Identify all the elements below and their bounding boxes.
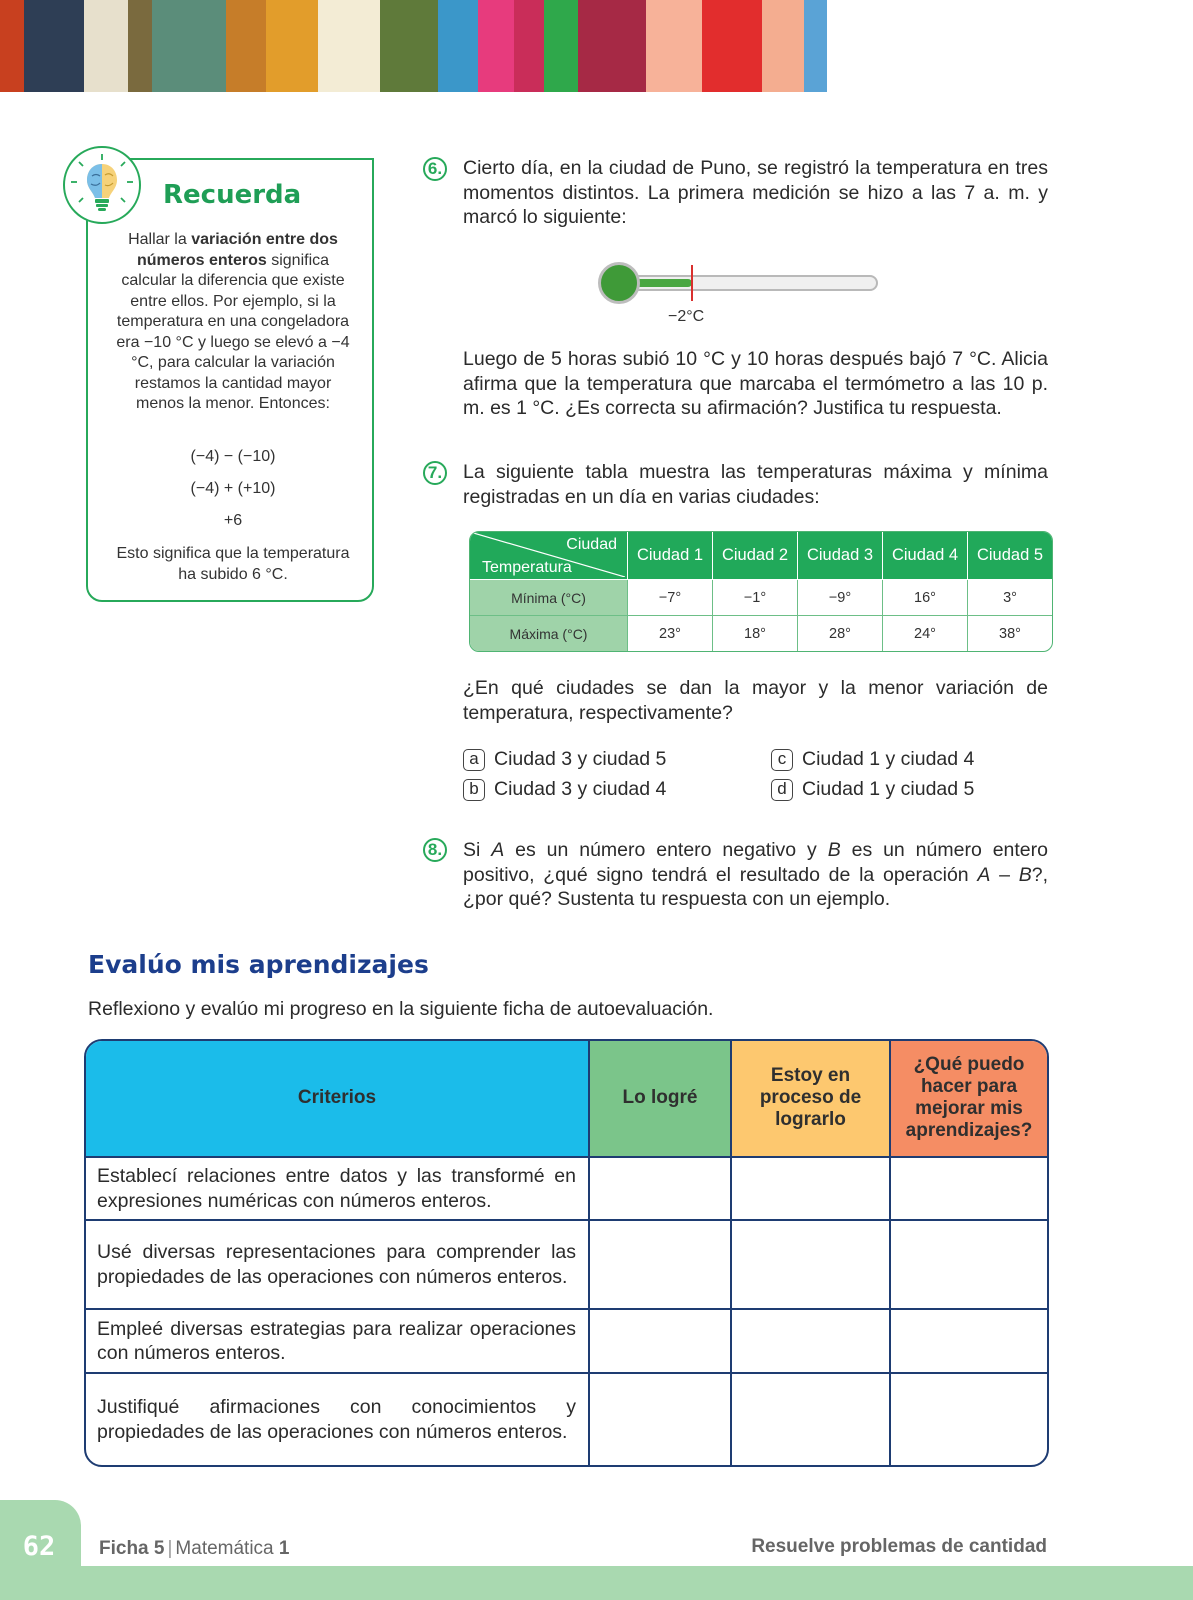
thermometer-marker bbox=[691, 265, 693, 301]
band-stripe bbox=[128, 0, 152, 92]
option-text: Ciudad 3 y ciudad 4 bbox=[494, 778, 667, 800]
improve-cell[interactable] bbox=[891, 1310, 1047, 1374]
option-a[interactable] bbox=[463, 748, 666, 771]
band-stripe bbox=[646, 0, 702, 92]
header-lo-logre: Lo logré bbox=[590, 1041, 732, 1158]
question-7-question: ¿En qué ciudades se dan la mayor y la menor variación de temperatura, respectivamente? bbox=[463, 677, 1048, 724]
recuerda-conclusion: Esto significa que la temperatura ha subido 6 °C. bbox=[116, 545, 350, 583]
band-stripe bbox=[478, 0, 514, 92]
question-6-number: 6. bbox=[423, 157, 447, 181]
band-stripe bbox=[514, 0, 544, 92]
table-col-header: Ciudad 5 bbox=[968, 532, 1052, 580]
option-text: Ciudad 3 y ciudad 5 bbox=[494, 748, 667, 770]
option-letter: d bbox=[771, 779, 793, 801]
self-assessment-table bbox=[84, 1039, 1049, 1467]
thermometer-bulb bbox=[598, 262, 640, 304]
table-cell: −9° bbox=[798, 580, 883, 616]
table-cell: −7° bbox=[628, 580, 713, 616]
table-col-header: Ciudad 4 bbox=[883, 532, 968, 580]
table-col-header: Ciudad 1 bbox=[628, 532, 713, 580]
check-cell-logre[interactable] bbox=[590, 1158, 732, 1221]
table-row bbox=[86, 1221, 1047, 1310]
recuerda-text: Hallar la variación entre dos números enteros significa calcular la diferencia que existe entre ellos. Por ejemplo, si la temperatura en una congeladora era −10 °C y luego se elevó a −4 °C, para calcular la variación restamos la cantidad mayor menos la menor. Entonces: bbox=[116, 231, 350, 412]
recuerda-math-step-3: +6 bbox=[223, 512, 243, 529]
table-col-header: Ciudad 2 bbox=[713, 532, 798, 580]
criterion-text: Usé diversas representaciones para comprender las propiedades de las operaciones con números enteros. bbox=[86, 1221, 590, 1310]
check-cell-proceso[interactable] bbox=[732, 1158, 891, 1221]
band-stripe bbox=[226, 0, 266, 92]
question-8-number: 8. bbox=[423, 838, 447, 862]
band-stripe bbox=[266, 0, 318, 92]
footer-bar bbox=[0, 1566, 1193, 1600]
recuerda-math-step-1: (−4) − (−10) bbox=[190, 448, 276, 465]
band-stripe bbox=[702, 0, 762, 92]
footer-competency: Resuelve problemas de cantidad bbox=[751, 1536, 1047, 1557]
recuerda-title: Recuerda bbox=[163, 180, 302, 210]
option-c[interactable] bbox=[771, 748, 974, 771]
thermometer-label: −2°C bbox=[668, 308, 705, 325]
table-row-label: Máxima (°C) bbox=[470, 616, 628, 651]
option-text: Ciudad 1 y ciudad 5 bbox=[802, 778, 975, 800]
table-row bbox=[470, 580, 1052, 616]
question-6-followup: Luego de 5 horas subió 10 °C y 10 horas después bajó 7 °C. Alicia afirma que la temperatura que marcaba el termómetro a las 10 p. m. es 1 °C. ¿Es correcta su afirmación? Justifica tu respuesta. bbox=[463, 348, 1048, 419]
header-criterios: Criterios bbox=[86, 1041, 590, 1158]
band-stripe bbox=[84, 0, 128, 92]
criterion-text: Justifiqué afirmaciones con conocimientos y propiedades de las operaciones con números enteros. bbox=[86, 1374, 590, 1465]
check-cell-logre[interactable] bbox=[590, 1310, 732, 1374]
table-col-header: Ciudad 3 bbox=[798, 532, 883, 580]
header-textile-band bbox=[0, 0, 1193, 92]
table-row-label: Mínima (°C) bbox=[470, 580, 628, 616]
question-6-text: Cierto día, en la ciudad de Puno, se registró la temperatura en tres momentos distintos. La primera medición se hizo a las 7 a. m. y marcó lo siguiente: bbox=[463, 157, 1048, 228]
band-stripe bbox=[544, 0, 578, 92]
band-stripe bbox=[0, 0, 24, 92]
check-cell-logre[interactable] bbox=[590, 1221, 732, 1310]
table-cell: 23° bbox=[628, 616, 713, 651]
footer-ficha: Ficha 5 | Matemática 1 bbox=[99, 1538, 290, 1559]
improve-cell[interactable] bbox=[891, 1374, 1047, 1465]
table-cell: 16° bbox=[883, 580, 968, 616]
option-b[interactable] bbox=[463, 778, 666, 801]
table-cell: 3° bbox=[968, 580, 1052, 616]
band-stripe bbox=[24, 0, 84, 92]
table-cell: 18° bbox=[713, 616, 798, 651]
evaluo-subtitle: Reflexiono y evalúo mi progreso en la siguiente ficha de autoevaluación. bbox=[88, 998, 714, 1020]
band-stripe bbox=[578, 0, 646, 92]
table-row bbox=[86, 1158, 1047, 1221]
option-letter: b bbox=[463, 779, 485, 801]
page-number: 62 bbox=[22, 1531, 56, 1562]
check-cell-proceso[interactable] bbox=[732, 1310, 891, 1374]
table-cell: −1° bbox=[713, 580, 798, 616]
table-row bbox=[86, 1374, 1047, 1465]
table-cell: 24° bbox=[883, 616, 968, 651]
check-cell-logre[interactable] bbox=[590, 1374, 732, 1465]
table-row bbox=[86, 1310, 1047, 1374]
question-8-text: Si A es un número entero negativo y B es un número entero positivo, ¿qué signo tendrá el resultado de la operación A – B?, ¿por qué? Sustenta tu respuesta con un ejemplo. bbox=[463, 839, 1048, 910]
band-stripe bbox=[380, 0, 438, 92]
table-corner-temperatura: Temperatura bbox=[482, 559, 572, 576]
band-stripe bbox=[152, 0, 226, 92]
check-cell-proceso[interactable] bbox=[732, 1221, 891, 1310]
evaluo-title: Evalúo mis aprendizajes bbox=[88, 950, 429, 979]
header-mejorar: ¿Qué puedo hacer para mejorar mis aprendizajes? bbox=[891, 1041, 1047, 1158]
header-en-proceso: Estoy en proceso de lograrlo bbox=[732, 1041, 891, 1158]
criterion-text: Establecí relaciones entre datos y las transformé en expresiones numéricas con números enteros. bbox=[86, 1158, 590, 1221]
band-stripe bbox=[804, 0, 827, 92]
option-d[interactable] bbox=[771, 778, 974, 801]
lightbulb-brain-icon bbox=[63, 146, 141, 224]
improve-cell[interactable] bbox=[891, 1158, 1047, 1221]
band-stripe bbox=[762, 0, 804, 92]
table-row bbox=[470, 616, 1052, 651]
option-letter: a bbox=[463, 749, 485, 771]
question-7-number: 7. bbox=[423, 461, 447, 485]
improve-cell[interactable] bbox=[891, 1221, 1047, 1310]
recuerda-math-step-2: (−4) + (+10) bbox=[190, 480, 276, 497]
criterion-text: Empleé diversas estrategias para realizar operaciones con números enteros. bbox=[86, 1310, 590, 1374]
table-corner-ciudad: Ciudad bbox=[566, 536, 617, 553]
band-stripe bbox=[438, 0, 478, 92]
question-7-text: La siguiente tabla muestra las temperaturas máxima y mínima registradas en un día en varias ciudades: bbox=[463, 461, 1048, 508]
table-cell: 28° bbox=[798, 616, 883, 651]
check-cell-proceso[interactable] bbox=[732, 1374, 891, 1465]
table-cell: 38° bbox=[999, 625, 1021, 642]
table-corner-cell bbox=[470, 532, 628, 580]
option-letter: c bbox=[771, 749, 793, 771]
option-text: Ciudad 1 y ciudad 4 bbox=[802, 748, 975, 770]
band-stripe bbox=[318, 0, 380, 92]
temperature-table bbox=[469, 531, 1053, 652]
